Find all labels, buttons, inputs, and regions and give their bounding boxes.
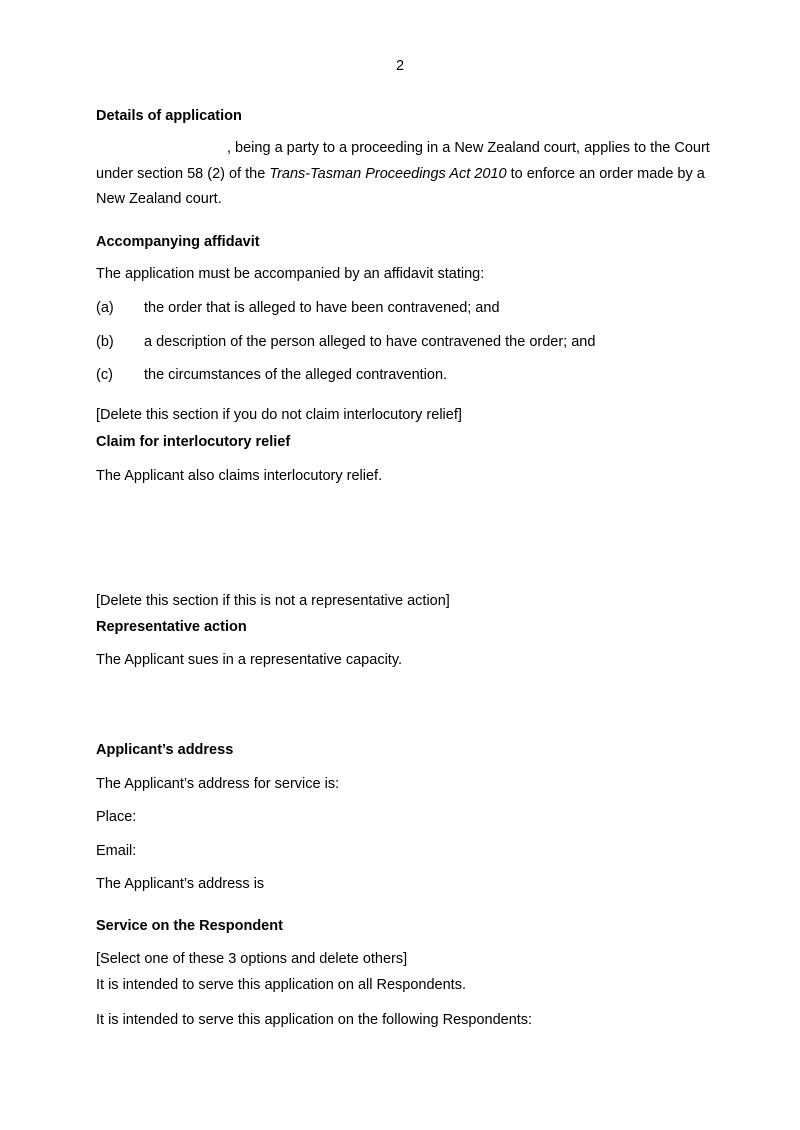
list-text: the order that is alleged to have been contravened; and	[144, 300, 500, 316]
service-heading: Service on the Respondent	[96, 918, 283, 934]
service-note: [Select one of these 3 options and delete others]	[96, 951, 408, 967]
details-line-2	[96, 162, 720, 188]
details-paragraph	[96, 136, 720, 213]
list-text: the circumstances of the alleged contravention.	[144, 367, 448, 383]
affidavit-heading: Accompanying affidavit	[96, 234, 260, 250]
address-text: The Applicant’s address is	[96, 876, 265, 892]
list-item	[96, 330, 720, 355]
details-line-3: New Zealand court.	[96, 191, 222, 207]
representative-text: The Applicant sues in a representative capacity.	[96, 652, 403, 668]
act-name: Trans-Tasman Proceedings Act 2010	[269, 165, 507, 182]
list-text: a description of the person alleged to have contravened the order; and	[144, 334, 596, 350]
interlocutory-heading: Claim for interlocutory relief	[96, 434, 291, 450]
address-service-text: The Applicant’s address for service is:	[96, 776, 340, 792]
list-marker: (a)	[96, 300, 114, 316]
affidavit-intro: The application must be accompanied by an affidavit stating:	[96, 266, 485, 282]
email-label: Email:	[96, 843, 137, 859]
list-item	[96, 296, 720, 321]
list-marker: (c)	[96, 367, 113, 383]
interlocutory-note: [Delete this section if you do not claim interlocutory relief]	[96, 407, 462, 423]
service-option-all: It is intended to serve this application on all Respondents.	[96, 977, 466, 993]
service-option-following: It is intended to serve this application on the following Respondents:	[96, 1012, 533, 1028]
details-line-2-pre: under section 58 (2) of the	[96, 165, 270, 182]
list-item	[96, 363, 720, 388]
page-number: 2	[395, 58, 405, 74]
list-marker: (b)	[96, 334, 114, 350]
place-label: Place:	[96, 809, 137, 825]
representative-note: [Delete this section if this is not a representative action]	[96, 593, 450, 609]
interlocutory-text: The Applicant also claims interlocutory relief.	[96, 468, 383, 484]
details-line-2-post: to enforce an order made by a	[506, 165, 705, 182]
representative-heading: Representative action	[96, 619, 247, 635]
details-heading: Details of application	[96, 108, 242, 124]
details-line-1: , being a party to a proceeding in a New Zealand court, applies to the Court	[227, 140, 710, 156]
address-heading: Applicant’s address	[96, 742, 234, 758]
